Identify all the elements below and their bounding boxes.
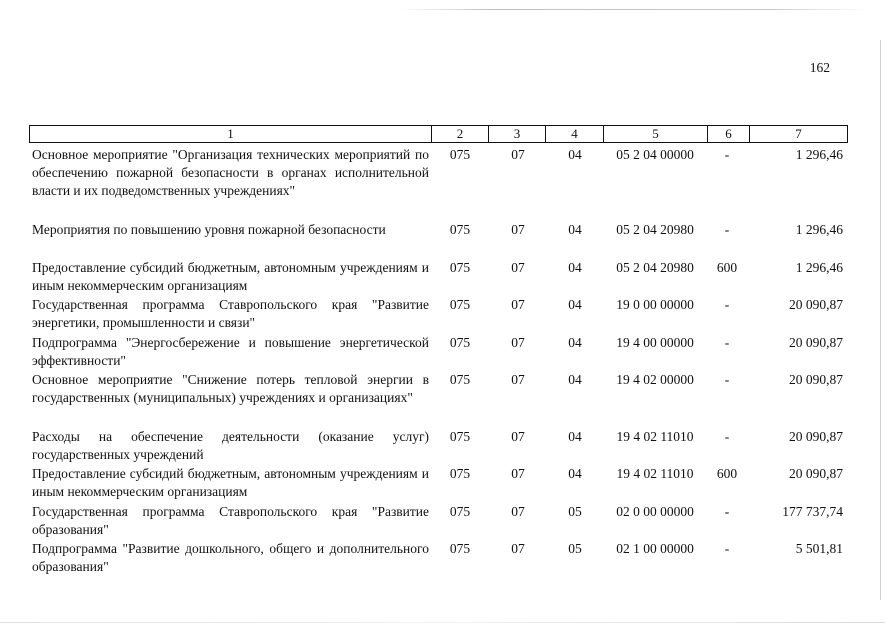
row-sum: 177 737,74 <box>782 504 843 519</box>
row-section: 07 <box>511 466 525 481</box>
row-section: 07 <box>511 335 525 350</box>
row-subsection: 05 <box>568 504 582 519</box>
row-expense-type: - <box>724 297 730 312</box>
row-target-article: 02 1 00 00000 <box>616 541 694 556</box>
header-col-4: 4 <box>546 126 604 143</box>
row-target-article: 02 0 00 00000 <box>616 504 694 519</box>
row-target-article: 19 4 02 11010 <box>616 466 694 481</box>
row-expense-type: 600 <box>716 466 738 481</box>
row-grbs: 075 <box>449 147 471 162</box>
row-section: 07 <box>511 297 525 312</box>
row-section: 07 <box>511 504 525 519</box>
header-col-1: 1 <box>30 126 432 143</box>
row-name: Подпрограмма "Развитие дошкольного, общего и дополнительного образования" <box>32 541 429 574</box>
scan-artifact-top <box>400 9 870 10</box>
table-row <box>32 540 847 600</box>
row-grbs: 075 <box>449 541 471 556</box>
row-grbs: 075 <box>449 429 471 444</box>
row-expense-type: - <box>724 147 730 162</box>
scan-artifact-edge <box>880 40 881 600</box>
row-grbs: 075 <box>449 335 471 350</box>
row-grbs: 075 <box>449 372 471 387</box>
row-section: 07 <box>511 429 525 444</box>
row-sum: 1 296,46 <box>795 260 843 275</box>
row-subsection: 04 <box>568 260 582 275</box>
row-sum: 20 090,87 <box>789 466 843 481</box>
row-grbs: 075 <box>449 466 471 481</box>
row-section: 07 <box>511 147 525 162</box>
row-target-article: 05 2 04 00000 <box>616 147 694 162</box>
row-target-article: 19 4 02 11010 <box>616 429 694 444</box>
header-col-6: 6 <box>708 126 750 143</box>
row-subsection: 04 <box>568 372 582 387</box>
row-sum: 5 501,81 <box>795 541 843 556</box>
header-row <box>30 126 848 143</box>
row-section: 07 <box>511 260 525 275</box>
row-target-article: 19 4 02 00000 <box>616 372 694 387</box>
row-section: 07 <box>511 222 525 237</box>
row-expense-type: - <box>724 504 730 519</box>
row-expense-type: - <box>724 541 730 556</box>
row-expense-type: 600 <box>716 260 738 275</box>
column-number-header <box>29 125 848 143</box>
row-target-article: 19 4 00 00000 <box>616 335 694 350</box>
row-target-article: 19 0 00 00000 <box>616 297 694 312</box>
page-number: 162 <box>809 60 830 75</box>
row-sum: 20 090,87 <box>789 297 843 312</box>
row-subsection: 04 <box>568 335 582 350</box>
row-expense-type: - <box>724 372 730 387</box>
header-col-3: 3 <box>489 126 546 143</box>
row-name: Основное мероприятие "Снижение потерь тепловой энергии в государственных (муниципальных) учреждениях и организациях" <box>32 372 429 405</box>
table-row <box>32 146 847 206</box>
row-expense-type: - <box>724 222 730 237</box>
row-name: Государственная программа Ставропольского края "Развитие образования" <box>32 504 429 537</box>
row-sum: 1 296,46 <box>795 147 843 162</box>
row-name: Основное мероприятие "Организация технических мероприятий по обеспечению пожарной безопасности в органах исполнительной власти и их подведомственных учреждениях" <box>32 147 429 198</box>
row-expense-type: - <box>724 335 730 350</box>
row-target-article: 05 2 04 20980 <box>616 222 694 237</box>
row-sum: 20 090,87 <box>789 335 843 350</box>
row-expense-type: - <box>724 429 730 444</box>
row-grbs: 075 <box>449 260 471 275</box>
header-col-5: 5 <box>604 126 708 143</box>
row-name: Подпрограмма "Энергосбережение и повышение энергетической эффективности" <box>32 335 429 368</box>
row-sum: 1 296,46 <box>795 222 843 237</box>
row-target-article: 05 2 04 20980 <box>616 260 694 275</box>
table-row <box>32 371 847 431</box>
header-col-7: 7 <box>750 126 848 143</box>
row-section: 07 <box>511 541 525 556</box>
row-name: Предоставление субсидий бюджетным, автономным учреждениям и иным некоммерческим организациям <box>32 466 429 499</box>
scan-artifact-bottom <box>0 622 885 623</box>
row-subsection: 04 <box>568 429 582 444</box>
row-name: Предоставление субсидий бюджетным, автономным учреждениям и иным некоммерческим организациям <box>32 260 429 293</box>
row-sum: 20 090,87 <box>789 429 843 444</box>
row-grbs: 075 <box>449 222 471 237</box>
row-name: Расходы на обеспечение деятельности (оказание услуг) государственных учреждений <box>32 429 429 462</box>
row-subsection: 04 <box>568 147 582 162</box>
row-name: Государственная программа Ставропольского края "Развитие энергетики, промышленности и связи" <box>32 297 429 330</box>
row-subsection: 04 <box>568 222 582 237</box>
row-subsection: 05 <box>568 541 582 556</box>
row-grbs: 075 <box>449 504 471 519</box>
row-subsection: 04 <box>568 297 582 312</box>
row-grbs: 075 <box>449 297 471 312</box>
row-subsection: 04 <box>568 466 582 481</box>
row-name: Мероприятия по повышению уровня пожарной безопасности <box>32 222 386 237</box>
row-section: 07 <box>511 372 525 387</box>
row-sum: 20 090,87 <box>789 372 843 387</box>
header-col-2: 2 <box>432 126 489 143</box>
